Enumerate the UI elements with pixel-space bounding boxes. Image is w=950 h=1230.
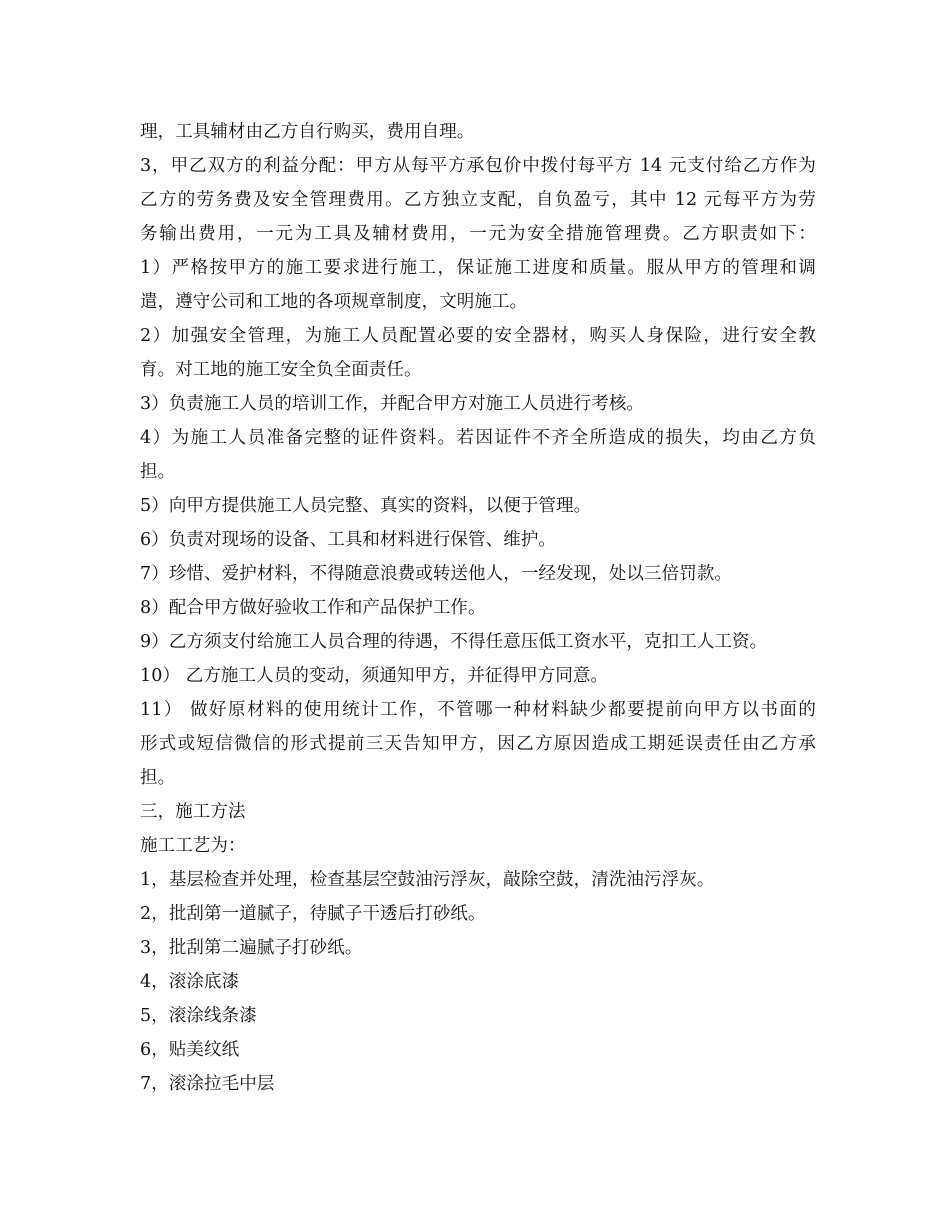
text-line: 11） 做好原材料的使用统计工作，不管哪一种材料缺少都要提前向甲方以书面的 xyxy=(140,700,816,720)
document-body xyxy=(140,115,816,1101)
text-line: 6）负责对现场的设备、工具和材料进行保管、维护。 xyxy=(140,530,557,550)
text-line: 担。 xyxy=(140,462,176,482)
text-line: 育。对工地的施工安全负全面责任。 xyxy=(140,360,422,380)
text-line: 3，甲乙双方的利益分配：甲方从每平方承包价中拨付每平方 14 元支付给乙方作为 xyxy=(140,156,816,176)
text-line: 三，施工方法 xyxy=(140,802,246,822)
text-line: 乙方的劳务费及安全管理费用。乙方独立支配，自负盈亏，其中 12 元每平方为劳 xyxy=(140,190,816,210)
text-line: 担。 xyxy=(140,768,176,788)
text-line: 7，滚涂拉毛中层 xyxy=(140,1074,275,1094)
text-line: 5）向甲方提供施工人员完整、真实的资料，以便于管理。 xyxy=(140,496,592,516)
text-line: 2，批刮第一道腻子，待腻子干透后打砂纸。 xyxy=(140,904,486,924)
text-line: 理，工具辅材由乙方自行购买，费用自理。 xyxy=(140,122,475,142)
text-line: 施工工艺为： xyxy=(140,836,246,856)
text-line: 2）加强安全管理，为施工人员配置必要的安全器材，购买人身保险，进行安全教 xyxy=(140,326,816,346)
text-line: 4，滚涂底漆 xyxy=(140,972,240,992)
text-line: 4）为施工人员准备完整的证件资料。若因证件不齐全所造成的损失，均由乙方负 xyxy=(140,428,816,448)
text-line: 务输出费用，一元为工具及辅材费用，一元为安全措施管理费。乙方职责如下： xyxy=(140,224,816,244)
text-line: 7）珍惜、爱护材料，不得随意浪费或转送他人，一经发现，处以三倍罚款。 xyxy=(140,564,733,584)
text-line: 5，滚涂线条漆 xyxy=(140,1006,257,1026)
text-line: 3）负责施工人员的培训工作，并配合甲方对施工人员进行考核。 xyxy=(140,394,645,414)
text-line: 9）乙方须支付给施工人员合理的待遇，不得任意压低工资水平，克扣工人工资。 xyxy=(140,632,768,652)
text-line: 3，批刮第二遍腻子打砂纸。 xyxy=(140,938,363,958)
text-line: 6，贴美纹纸 xyxy=(140,1040,240,1060)
text-line: 形式或短信微信的形式提前三天告知甲方，因乙方原因造成工期延误责任由乙方承 xyxy=(140,734,816,754)
text-line: 1）严格按甲方的施工要求进行施工，保证施工进度和质量。服从甲方的管理和调 xyxy=(140,258,816,278)
text-line: 1，基层检查并处理，检查基层空鼓油污浮灰，敲除空鼓，清洗油污浮灰。 xyxy=(140,870,715,890)
text-line: 10） 乙方施工人员的变动，须通知甲方，并征得甲方同意。 xyxy=(140,666,609,686)
text-line: 8）配合甲方做好验收工作和产品保护工作。 xyxy=(140,598,486,618)
text-line: 遣，遵守公司和工地的各项规章制度，文明施工。 xyxy=(140,292,528,312)
